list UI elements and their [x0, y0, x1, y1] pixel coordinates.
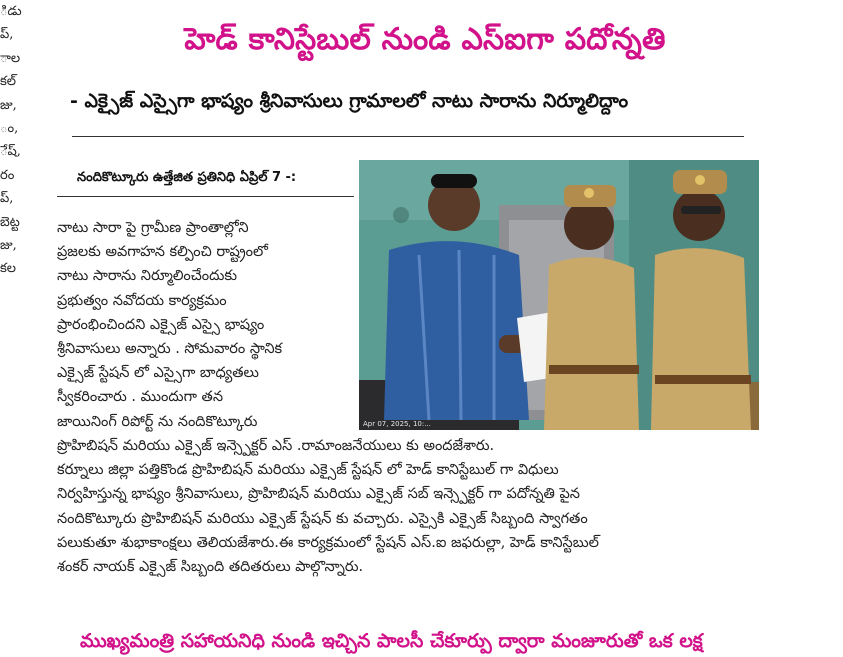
paragraph-line: పలుకుతూ శుభాకాంక్షలు తెలియజేశారు.ఈ కార్యక్రమంలో స్టేషన్ ఎస్.ఐ జఫరుల్లా, హెడ్ కానిస్టేబుల్	[57, 534, 599, 551]
dateline-divider	[57, 196, 354, 197]
fragment-line: ప్,	[0, 27, 14, 43]
dateline: నందికొట్కూరు ఉత్తేజిత ప్రతినిధి ఏప్రిల్ 7 -:	[77, 170, 297, 185]
paragraph-line: నాటు సారాను నిర్మూలించేందుకు	[57, 268, 237, 285]
fragment-line: ేష్,	[0, 144, 21, 160]
fragment-line: జు,	[0, 237, 17, 253]
next-article-headline: ముఖ్యమంత్రి సహాయనిధి నుండి ఇచ్చిన పాలసీ చేకూర్పు ద్వారా మంజూరుతో ఒక లక్ష	[80, 630, 703, 652]
fragment-line: జు,	[0, 97, 17, 113]
previous-article-fragment	[0, 0, 24, 281]
fragment-line: ాల	[0, 50, 21, 66]
fragment-line: కల	[0, 261, 17, 277]
paragraph-line: స్వీకరించారు . ముందుగా తన	[57, 389, 224, 406]
paragraph-line: శంకర్ నాయక్ ఎక్సైజ్ సిబ్బంది తదితరులు పాల్గొన్నారు.	[57, 558, 364, 575]
fragment-line: రం	[0, 167, 15, 183]
paragraph-line: శ్రీనివాసులు అన్నారు . సోమవారం స్థానిక	[57, 340, 283, 357]
news-photo	[359, 160, 759, 430]
paragraph-line: కర్నూలు జిల్లా పత్తికొండ ప్రొహిబిషన్ మరియు ఎక్సైజ్ స్టేషన్ లో హెడ్ కానిస్టేబుల్ గా విధులు	[57, 462, 559, 479]
article-paragraph-2	[57, 434, 759, 579]
article-subheadline: - ఎక్సైజ్ ఎస్సైగా భాష్యం శ్రీనివాసులు గ్రామాలలో నాటు సారాను నిర్మూలిద్దాం	[70, 90, 629, 112]
fragment-line: ిడు	[0, 4, 22, 19]
fragment-line: బెట్ట	[0, 214, 20, 230]
article-paragraph-1	[57, 216, 345, 434]
headline-divider	[72, 136, 744, 137]
fragment-line: ం,	[0, 120, 19, 136]
photo-illustration	[359, 160, 759, 430]
paragraph-line: నిర్వహిస్తున్న భాష్యం శ్రీనివాసులు, ప్రొహిబిషన్ మరియు ఎక్సైజ్ సబ్ ఇన్స్పెక్టర్ గా పదోన్నతి పైన	[57, 486, 580, 503]
paragraph-line: ప్రభుత్వం నవోదయ కార్యక్రమం	[57, 292, 227, 309]
fragment-line: ప్,	[0, 191, 14, 207]
paragraph-line: నాటు సారా పై గ్రామీణ ప్రాంతాల్లోని	[57, 220, 249, 236]
photo-timestamp: Apr 07, 2025, 10:...	[363, 420, 431, 428]
paragraph-line: నందికొట్కూరు ప్రొహిబిషన్ మరియు ఎక్సైజ్ స్టేషన్ కు వచ్చారు. ఎస్సైకి ఎక్సైజ్ సిబ్బంది స్వాగతం	[57, 510, 588, 527]
paragraph-line: ప్రారంభించిందని ఎక్సైజ్ ఎస్సై భాష్యం	[57, 316, 265, 333]
paragraph-line: ప్రొహిబిషన్ మరియు ఎక్సైజ్ ఇన్స్పెక్టర్ ఎస్ .రామాంజనేయులు కు అందజేశారు.	[57, 438, 495, 454]
paragraph-line: ప్రజలకు అవగాహన కల్పించి రాష్ట్రంలో	[57, 244, 268, 261]
paragraph-line: ఎక్సైజ్ స్టేషన్ లో ఎస్సైగా బాధ్యతలు	[57, 365, 259, 382]
paragraph-line: జాయినింగ్ రిపోర్ట్ ను నందికొట్కూరు	[57, 413, 258, 430]
fragment-line: కల్	[0, 74, 17, 90]
article-headline: హెడ్ కానిస్టేబుల్ నుండి ఎస్ఐగా పదోన్నతి	[184, 22, 666, 57]
